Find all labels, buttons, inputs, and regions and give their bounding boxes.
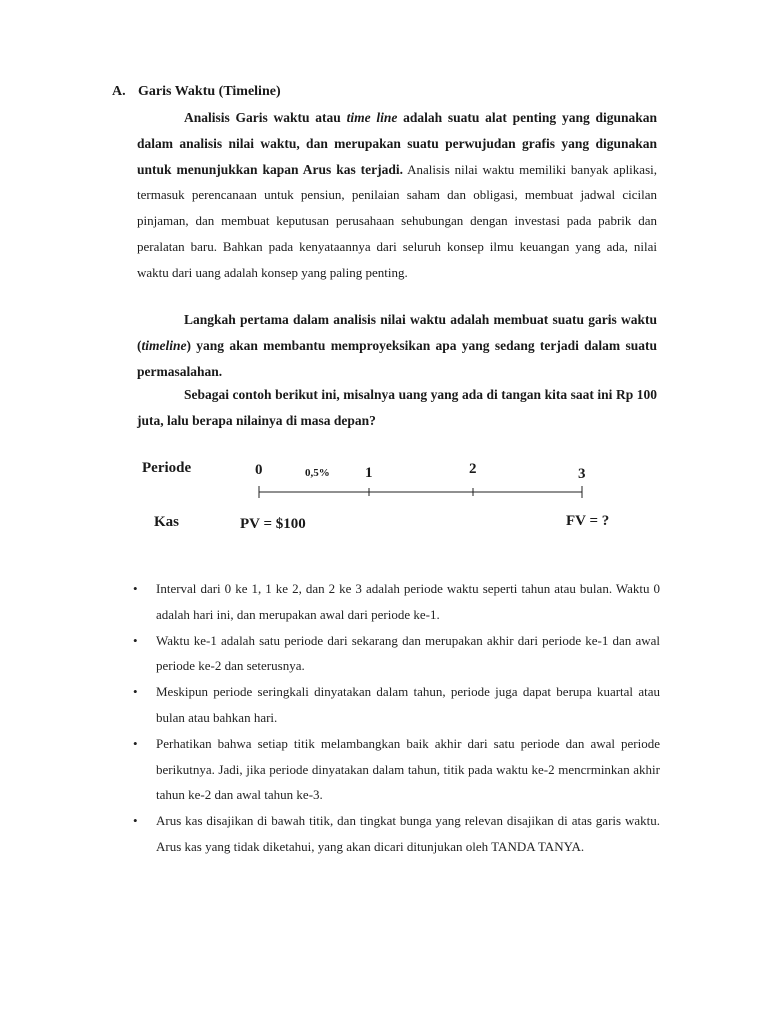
list-item-text: Arus kas disajikan di bawah titik, dan tingkat bunga yang relevan disajikan di atas garis waktu. Arus kas yang tidak diketahui, yang akan dicari ditunjukan oleh TANDA TANYA.: [156, 813, 660, 854]
section-letter: A.: [112, 84, 126, 99]
bullet-icon: •: [133, 813, 138, 829]
list-item: [133, 576, 660, 628]
bullet-icon: •: [133, 581, 138, 596]
timeline-axis: [250, 482, 590, 502]
term-timeline: timeline: [141, 337, 187, 353]
periode-label: Periode: [142, 460, 192, 476]
paragraph-first-step: [137, 307, 657, 384]
example-text: Sebagai contoh berikut ini, misalnya uang yang ada di tangan kita saat ini Rp 100 juta, lalu berapa nilainya di masa depan?: [137, 387, 657, 428]
tick-label-3: 3: [578, 466, 586, 482]
section-heading: [112, 84, 281, 100]
list-item: [133, 679, 660, 731]
intro-bold-rest: adalah suatu alat penting yang digunakan dalam analisis nilai waktu, dan merupakan suatu perwujudan grafis yang digunakan untuk menunjukkan kapan Arus kas terjadi.: [137, 110, 658, 177]
intro-normal-rest: Analisis nilai waktu memiliki banyak aplikasi, termasuk perencanaan untuk pensiun, penilaian saham dan obligasi, membuat jadwal cicilan pinjaman, dan membuat keputusan perusahaan sehubungan dengan investasi pada pabrik dan peralatan baru. Bahkan pada kenyataannya dari seluruh konsep ilmu keuangan yang ada, nilai waktu dari uang adalah konsep yang paling penting.: [137, 161, 657, 280]
tick-label-0: 0: [255, 462, 263, 478]
bullet-icon: •: [133, 632, 138, 648]
interest-rate-label: 0,5%: [305, 467, 330, 479]
first-step-end: ) yang akan membantu memproyeksikan apa yang sedang terjadi dalam suatu permasalahan.: [137, 337, 657, 379]
future-value-label: FV = ?: [566, 513, 610, 529]
tick-label-2: 2: [469, 461, 477, 477]
list-item-text: Perhatikan bahwa setiap titik melambangkan baik akhir dari satu periode dan awal periode berikutnya. Jadi, jika periode dinyatakan dalam tahun, titik pada waktu ke-2 mencrminkan akhir tahun ke-2 dan awal tahun ke-3.: [156, 735, 660, 803]
intro-bold-start: Analisis Garis waktu atau: [184, 110, 347, 125]
list-item: [133, 808, 660, 860]
kas-label: Kas: [154, 514, 180, 530]
paragraph-example: [137, 382, 657, 434]
list-item-text: Waktu ke-1 adalah satu periode dari sekarang dan merupakan akhir dari periode ke-1 dan awal periode ke-2 dan seterusnya.: [156, 632, 660, 674]
list-item: [133, 628, 660, 680]
list-item: [133, 731, 660, 808]
bullet-icon: •: [133, 684, 138, 700]
list-item-text: Interval dari 0 ke 1, 1 ke 2, dan 2 ke 3 adalah periode waktu seperti tahun atau bulan. Waktu 0 adalah hari ini, dan merupakan awal dari periode ke-1.: [156, 581, 660, 622]
list-item-text: Meskipun periode seringkali dinyatakan dalam tahun, periode juga dapat berupa kuartal atau bulan atau bahkan hari.: [156, 684, 660, 725]
term-time-line: time line: [346, 110, 398, 125]
bullet-icon: •: [133, 735, 138, 751]
first-step-start: Langkah pertama dalam analisis nilai waktu adalah membuat suatu garis waktu (: [137, 312, 657, 353]
present-value-label: PV = $100: [240, 516, 306, 532]
tick-label-1: 1: [365, 465, 373, 481]
bullet-list: [133, 576, 660, 860]
paragraph-intro: [137, 105, 657, 286]
section-title: Garis Waktu (Timeline): [138, 84, 281, 99]
